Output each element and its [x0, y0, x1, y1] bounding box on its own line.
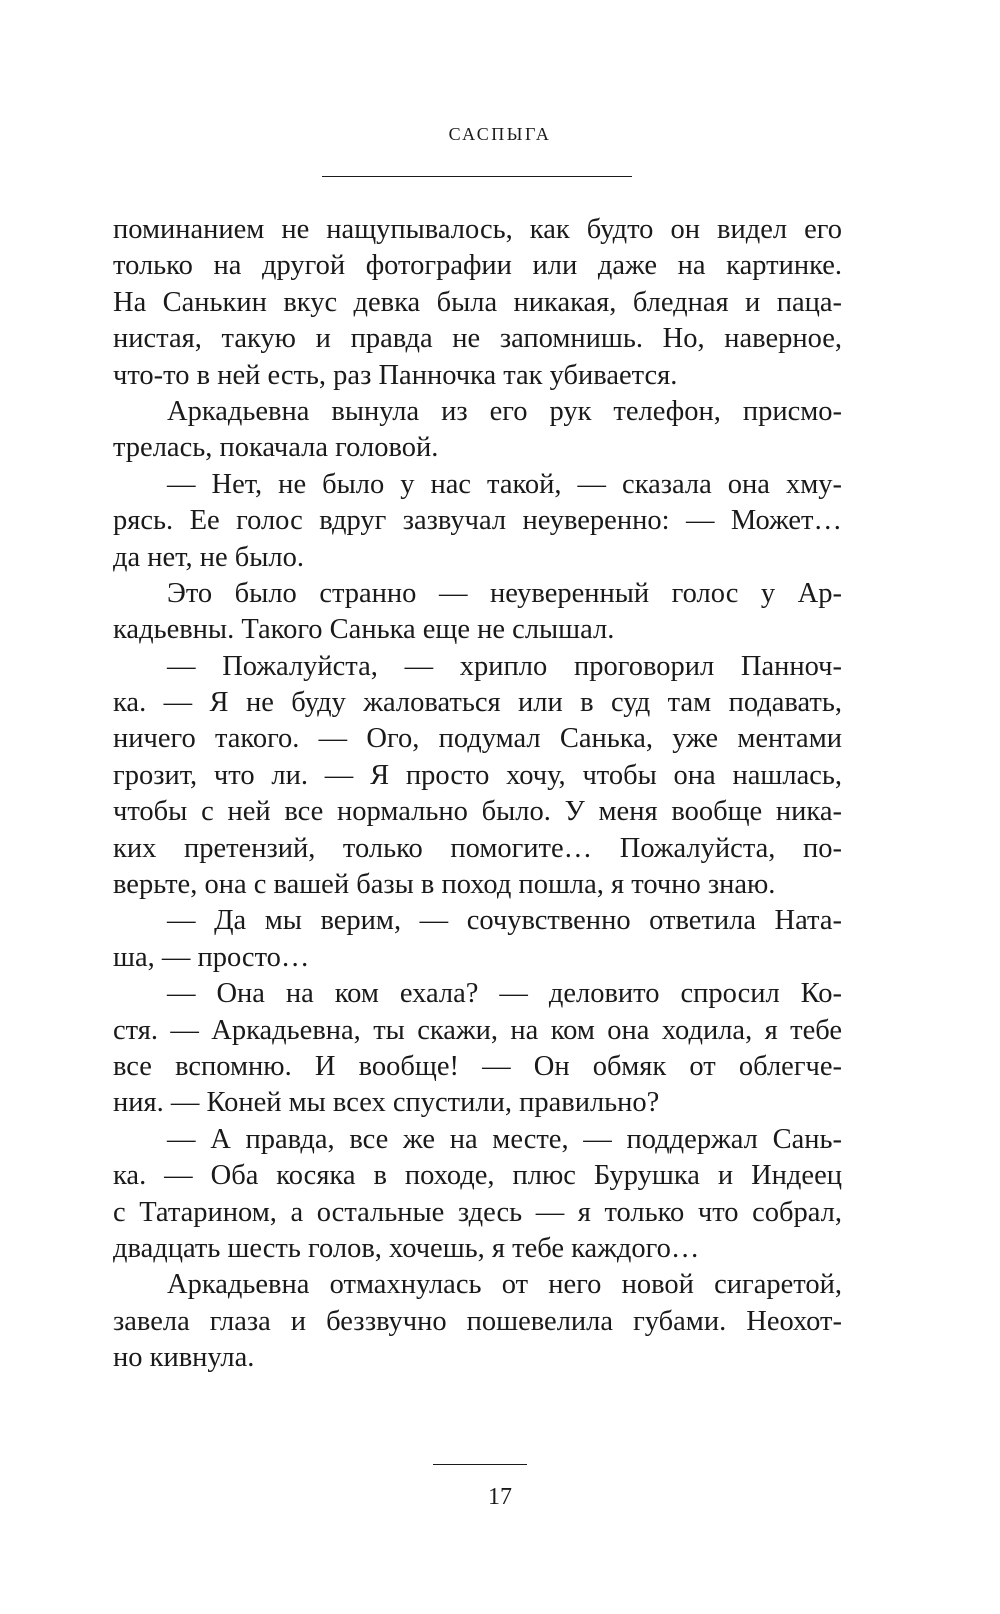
text-line: завела глаза и беззвучно пошевелила губами. Неохот-: [113, 1305, 842, 1337]
text-line: ничего такого. — Ого, подумал Санька, уже ментами: [113, 723, 842, 755]
text-line: кадьевны. Такого Санька еще не слышал.: [113, 614, 615, 646]
text-line: — А правда, все же на месте, — поддержал Сань-: [167, 1123, 842, 1155]
text-line: что-то в ней есть, раз Панночка так убивается.: [113, 359, 678, 391]
text-line: только на другой фотографии или даже на картинке.: [113, 250, 842, 282]
text-line: — Пожалуйста, — хрипло проговорил Панноч-: [167, 650, 842, 682]
text-line: стя. — Аркадьевна, ты скажи, на ком она ходила, я тебе: [113, 1014, 842, 1046]
running-head: САСПЫГА: [448, 124, 552, 144]
text-line: Это было странно — неуверенный голос у Ар-: [167, 577, 842, 609]
text-line: нистая, такую и правда не запомнишь. Но, наверное,: [113, 323, 842, 355]
footer-rule: [433, 1464, 527, 1465]
text-line: но кивнула.: [113, 1342, 255, 1374]
text-line: грозит, что ли. — Я просто хочу, чтобы она нашлась,: [113, 759, 842, 791]
text-line: да нет, не было.: [113, 541, 305, 573]
text-line: ша, — просто…: [113, 941, 310, 973]
text-line: ких претензий, только помогите… Пожалуйста, по-: [113, 832, 842, 864]
text-line: верьте, она с вашей базы в поход пошла, я точно знаю.: [113, 869, 776, 901]
text-line: ка. — Оба косяка в походе, плюс Бурушка и Индеец: [113, 1160, 842, 1192]
text-line: — Нет, не было у нас такой, — сказала она хму-: [167, 468, 842, 500]
text-line: — Она на ком ехала? — деловито спросил Ко-: [167, 978, 842, 1010]
text-line: трелась, покачала головой.: [113, 432, 439, 464]
text-line: все вспомню. И вообще! — Он обмяк от облегче-: [113, 1050, 842, 1082]
text-line: Аркадьевна вынула из его рук телефон, присмо-: [167, 395, 842, 427]
text-line: поминанием не нащупывалось, как будто он видел его: [113, 214, 842, 245]
text-line: двадцать шесть голов, хочешь, я тебе каждого…: [113, 1232, 700, 1264]
text-line: рясь. Ее голос вдруг зазвучал неуверенно: — Может…: [113, 505, 842, 537]
text-line: Аркадьевна отмахнулась от него новой сигаретой,: [167, 1269, 842, 1301]
text-line: с Татарином, а остальные здесь — я только что собрал,: [113, 1196, 842, 1228]
text-line: ка. — Я не буду жаловаться или в суд там подавать,: [113, 687, 842, 719]
text-line: чтобы с ней все нормально было. У меня вообще ника-: [113, 796, 842, 828]
text-line: На Санькин вкус девка была никакая, бледная и паца-: [113, 286, 842, 318]
body-text: [113, 212, 842, 1377]
text-line: ния. — Коней мы всех спустили, правильно?: [113, 1087, 660, 1119]
header-rule: [322, 176, 632, 177]
text-line: — Да мы верим, — сочувственно ответила Ната-: [167, 905, 842, 937]
page-number: 17: [488, 1484, 512, 1510]
